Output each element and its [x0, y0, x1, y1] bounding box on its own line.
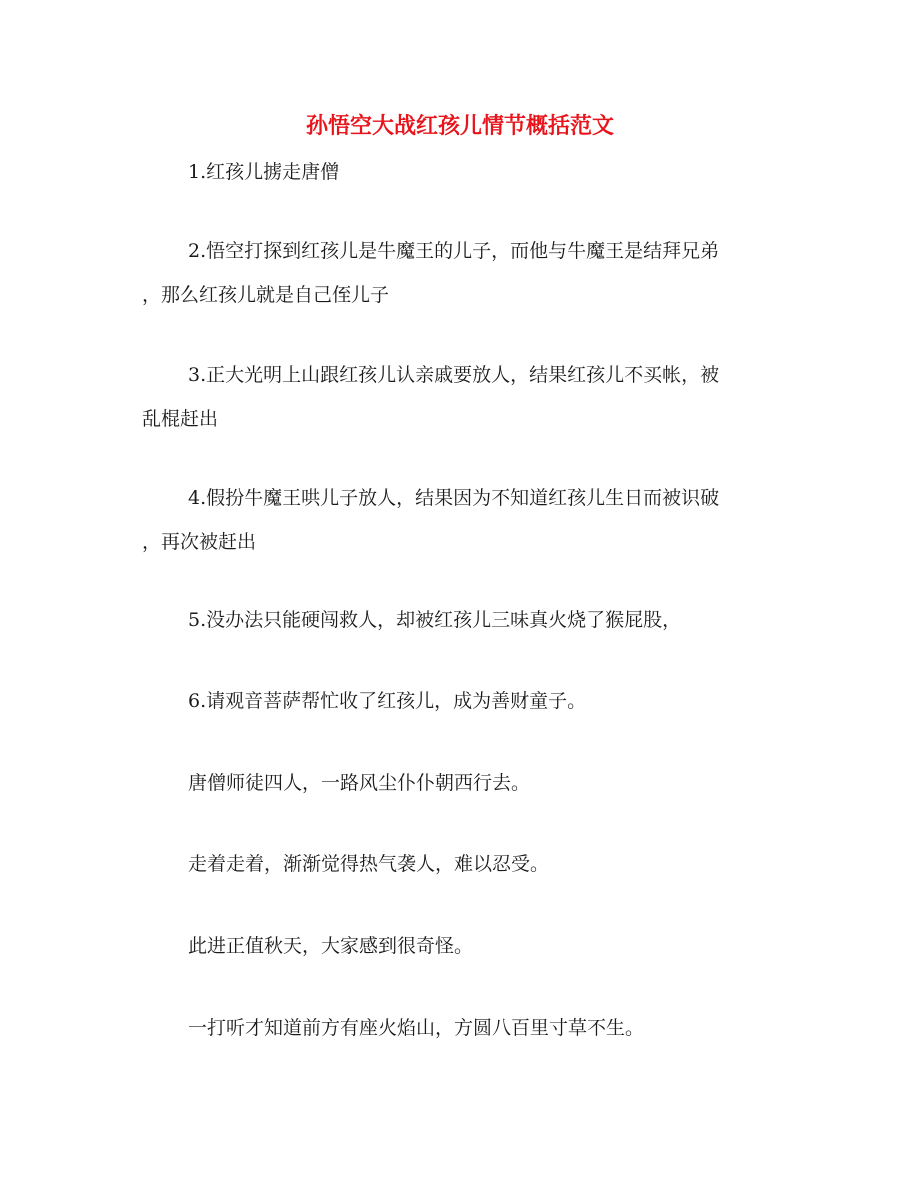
paragraph-6 [142, 679, 782, 723]
paragraph-line: 此进正值秋天，大家感到很奇怪。 [188, 935, 474, 957]
paragraph-line: 唐僧师徒四人，一路风尘仆仆朝西行去。 [188, 772, 531, 794]
paragraph-line: 一打听才知道前方有座火焰山，方圆八百里寸草不生。 [188, 1017, 645, 1039]
paragraph-line: ，再次被赶出 [142, 531, 257, 553]
paragraph-line: ，那么红孩儿就是自己侄儿子 [142, 284, 390, 306]
paragraph-line: 1.红孩儿掳走唐僧 [188, 161, 340, 183]
paragraph-2 [142, 229, 782, 317]
paragraph-9 [142, 924, 782, 968]
paragraph-7 [142, 761, 782, 805]
paragraph-line: 乱棍赶出 [142, 408, 219, 430]
paragraph-1 [142, 150, 782, 194]
paragraph-line: 4.假扮牛魔王哄儿子放人，结果因为不知道红孩儿生日而被识破 [188, 487, 720, 509]
paragraph-4 [142, 476, 782, 564]
paragraph-line: 3.正大光明上山跟红孩儿认亲戚要放人，结果红孩儿不买帐，被 [188, 364, 720, 386]
paragraph-5 [142, 598, 782, 642]
paragraph-line: 6.请观音菩萨帮忙收了红孩儿，成为善财童子。 [188, 690, 587, 712]
paragraph-3 [142, 353, 782, 441]
paragraph-line: 2.悟空打探到红孩儿是牛魔王的儿子，而他与牛魔王是结拜兄弟 [188, 240, 720, 262]
paragraph-8 [142, 842, 782, 886]
paragraph-10 [142, 1006, 782, 1050]
document-title: 孙悟空大战红孩儿情节概括范文 [305, 113, 614, 139]
paragraph-line: 走着走着，渐渐觉得热气袭人，难以忍受。 [188, 853, 550, 875]
paragraph-line: 5.没办法只能硬闯救人，却被红孩儿三味真火烧了猴屁股， [188, 609, 682, 631]
